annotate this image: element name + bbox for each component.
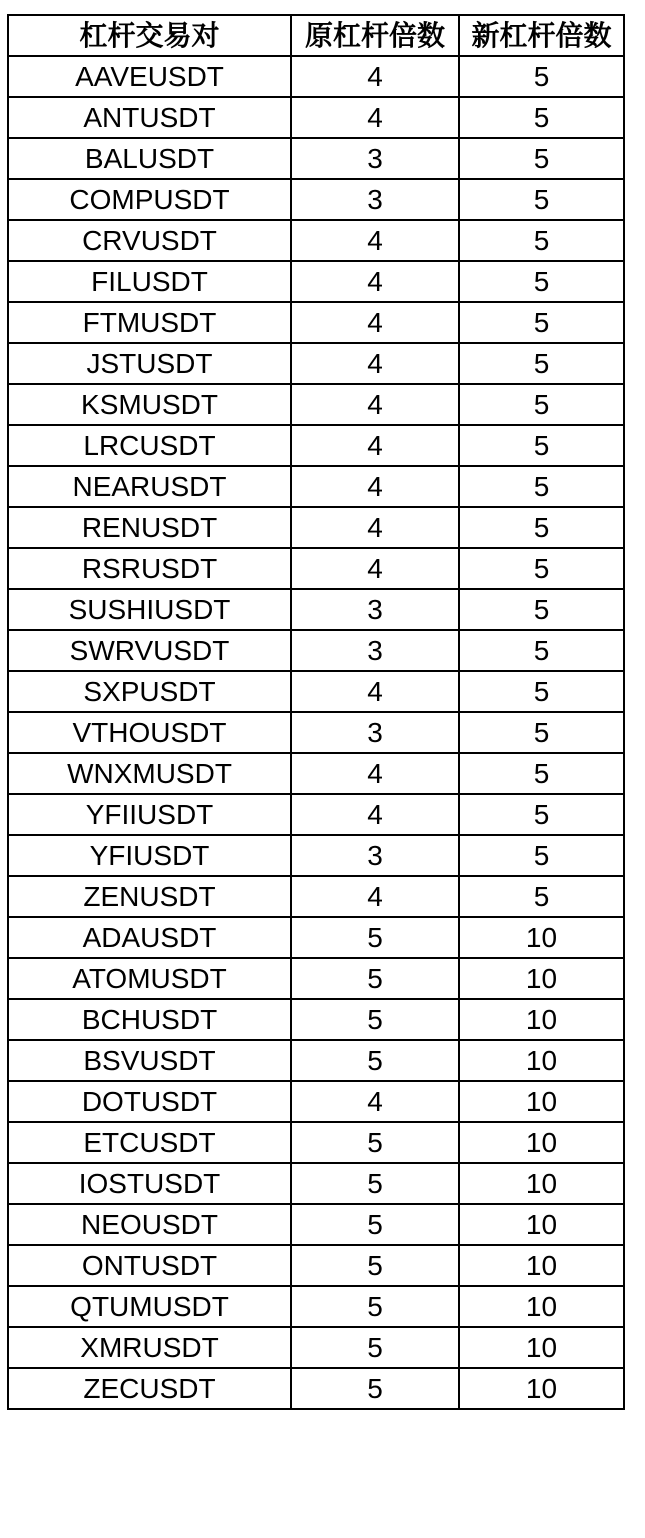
pair-cell: NEARUSDT	[8, 466, 291, 507]
new-leverage-cell: 5	[459, 261, 624, 302]
table-row	[8, 1327, 624, 1368]
new-leverage-cell: 10	[459, 958, 624, 999]
new-leverage-cell: 10	[459, 1081, 624, 1122]
new-leverage-cell: 5	[459, 425, 624, 466]
table-row	[8, 1081, 624, 1122]
new-leverage-cell: 5	[459, 56, 624, 97]
table-row	[8, 1122, 624, 1163]
old-leverage-cell: 4	[291, 1081, 459, 1122]
old-leverage-cell: 4	[291, 753, 459, 794]
old-leverage-cell: 5	[291, 999, 459, 1040]
new-leverage-cell: 10	[459, 999, 624, 1040]
table-row	[8, 220, 624, 261]
new-leverage-cell: 10	[459, 1286, 624, 1327]
table-row	[8, 1245, 624, 1286]
table-row	[8, 753, 624, 794]
old-leverage-cell: 4	[291, 384, 459, 425]
old-leverage-cell: 3	[291, 835, 459, 876]
old-leverage-cell: 5	[291, 1368, 459, 1409]
table-row	[8, 671, 624, 712]
old-leverage-cell: 4	[291, 507, 459, 548]
pair-cell: IOSTUSDT	[8, 1163, 291, 1204]
pair-cell: JSTUSDT	[8, 343, 291, 384]
new-leverage-cell: 10	[459, 1204, 624, 1245]
new-leverage-cell: 5	[459, 179, 624, 220]
table-row	[8, 589, 624, 630]
pair-cell: SXPUSDT	[8, 671, 291, 712]
new-leverage-cell: 5	[459, 302, 624, 343]
pair-cell: YFIUSDT	[8, 835, 291, 876]
old-leverage-cell: 4	[291, 425, 459, 466]
pair-cell: YFIIUSDT	[8, 794, 291, 835]
old-leverage-cell: 4	[291, 56, 459, 97]
new-leverage-cell: 10	[459, 1163, 624, 1204]
table-row	[8, 876, 624, 917]
pair-cell: ANTUSDT	[8, 97, 291, 138]
old-leverage-cell: 4	[291, 466, 459, 507]
old-leverage-cell: 3	[291, 589, 459, 630]
pair-cell: BSVUSDT	[8, 1040, 291, 1081]
new-leverage-cell: 5	[459, 753, 624, 794]
old-leverage-cell: 4	[291, 261, 459, 302]
old-leverage-cell: 3	[291, 138, 459, 179]
old-leverage-cell: 3	[291, 179, 459, 220]
table-row	[8, 630, 624, 671]
table-row	[8, 1163, 624, 1204]
pair-cell: RSRUSDT	[8, 548, 291, 589]
new-leverage-cell: 10	[459, 1040, 624, 1081]
table-header	[8, 15, 624, 56]
pair-cell: RENUSDT	[8, 507, 291, 548]
table-row	[8, 466, 624, 507]
table-row	[8, 712, 624, 753]
table-row	[8, 958, 624, 999]
table-row	[8, 179, 624, 220]
table-row	[8, 835, 624, 876]
new-leverage-cell: 5	[459, 384, 624, 425]
table-row	[8, 507, 624, 548]
header-row	[8, 15, 624, 56]
table-row	[8, 302, 624, 343]
old-leverage-cell: 3	[291, 712, 459, 753]
old-leverage-cell: 4	[291, 302, 459, 343]
table-row	[8, 999, 624, 1040]
table-row	[8, 548, 624, 589]
pair-cell: XMRUSDT	[8, 1327, 291, 1368]
pair-cell: NEOUSDT	[8, 1204, 291, 1245]
pair-cell: FILUSDT	[8, 261, 291, 302]
new-leverage-cell: 10	[459, 1122, 624, 1163]
old-leverage-cell: 5	[291, 917, 459, 958]
new-leverage-cell: 5	[459, 97, 624, 138]
old-leverage-cell: 5	[291, 1040, 459, 1081]
table-row	[8, 425, 624, 466]
pair-cell: CRVUSDT	[8, 220, 291, 261]
pair-cell: ZECUSDT	[8, 1368, 291, 1409]
table-row	[8, 343, 624, 384]
new-leverage-cell: 5	[459, 630, 624, 671]
table-row	[8, 97, 624, 138]
pair-cell: VTHOUSDT	[8, 712, 291, 753]
table-row	[8, 1040, 624, 1081]
table-row	[8, 261, 624, 302]
leverage-table	[7, 14, 625, 1410]
new-leverage-cell: 5	[459, 466, 624, 507]
old-leverage-cell: 4	[291, 548, 459, 589]
table-row	[8, 1286, 624, 1327]
table-body	[8, 56, 624, 1409]
pair-cell: SUSHIUSDT	[8, 589, 291, 630]
old-leverage-cell: 5	[291, 1327, 459, 1368]
old-leverage-cell: 5	[291, 1286, 459, 1327]
old-leverage-cell: 4	[291, 794, 459, 835]
column-header-pair: 杠杆交易对	[8, 15, 291, 56]
table-row	[8, 1368, 624, 1409]
pair-cell: ADAUSDT	[8, 917, 291, 958]
old-leverage-cell: 4	[291, 343, 459, 384]
pair-cell: QTUMUSDT	[8, 1286, 291, 1327]
new-leverage-cell: 5	[459, 589, 624, 630]
pair-cell: ETCUSDT	[8, 1122, 291, 1163]
old-leverage-cell: 4	[291, 220, 459, 261]
new-leverage-cell: 5	[459, 548, 624, 589]
column-header-new-leverage: 新杠杆倍数	[459, 15, 624, 56]
column-header-old-leverage: 原杠杆倍数	[291, 15, 459, 56]
old-leverage-cell: 5	[291, 958, 459, 999]
pair-cell: ATOMUSDT	[8, 958, 291, 999]
pair-cell: DOTUSDT	[8, 1081, 291, 1122]
new-leverage-cell: 10	[459, 1245, 624, 1286]
new-leverage-cell: 10	[459, 1368, 624, 1409]
new-leverage-cell: 5	[459, 835, 624, 876]
table-row	[8, 138, 624, 179]
new-leverage-cell: 5	[459, 712, 624, 753]
new-leverage-cell: 5	[459, 343, 624, 384]
old-leverage-cell: 5	[291, 1204, 459, 1245]
old-leverage-cell: 4	[291, 97, 459, 138]
table-row	[8, 56, 624, 97]
pair-cell: BALUSDT	[8, 138, 291, 179]
old-leverage-cell: 5	[291, 1122, 459, 1163]
pair-cell: AAVEUSDT	[8, 56, 291, 97]
old-leverage-cell: 5	[291, 1163, 459, 1204]
new-leverage-cell: 5	[459, 507, 624, 548]
pair-cell: ZENUSDT	[8, 876, 291, 917]
pair-cell: FTMUSDT	[8, 302, 291, 343]
pair-cell: ONTUSDT	[8, 1245, 291, 1286]
pair-cell: WNXMUSDT	[8, 753, 291, 794]
new-leverage-cell: 5	[459, 794, 624, 835]
table-row	[8, 1204, 624, 1245]
old-leverage-cell: 4	[291, 876, 459, 917]
pair-cell: BCHUSDT	[8, 999, 291, 1040]
old-leverage-cell: 5	[291, 1245, 459, 1286]
new-leverage-cell: 5	[459, 671, 624, 712]
old-leverage-cell: 4	[291, 671, 459, 712]
table-row	[8, 794, 624, 835]
old-leverage-cell: 3	[291, 630, 459, 671]
new-leverage-cell: 5	[459, 220, 624, 261]
table-row	[8, 384, 624, 425]
new-leverage-cell: 10	[459, 1327, 624, 1368]
new-leverage-cell: 10	[459, 917, 624, 958]
pair-cell: SWRVUSDT	[8, 630, 291, 671]
new-leverage-cell: 5	[459, 138, 624, 179]
pair-cell: LRCUSDT	[8, 425, 291, 466]
table-row	[8, 917, 624, 958]
pair-cell: KSMUSDT	[8, 384, 291, 425]
pair-cell: COMPUSDT	[8, 179, 291, 220]
new-leverage-cell: 5	[459, 876, 624, 917]
